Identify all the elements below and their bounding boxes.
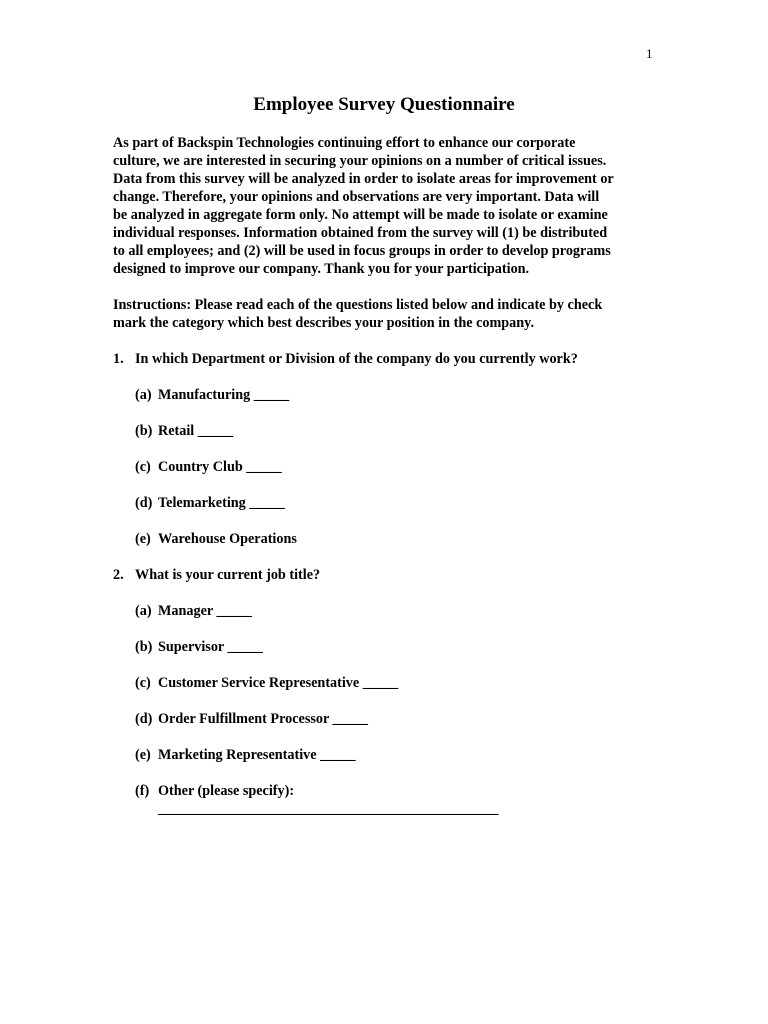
option-letter: (a) [135,387,152,403]
question-heading [113,350,658,368]
option-label: Manager _____ [158,603,252,619]
intro-line: designed to improve our company. Thank you for your participation. [113,261,530,277]
option-label: Retail _____ [158,423,234,439]
intro-paragraph [113,134,658,278]
option-country-club[interactable] [135,458,658,476]
option-manager[interactable] [135,602,658,620]
option-letter: (a) [135,603,152,619]
intro-line: to all employees; and (2) will be used in focus groups in order to develop programs [113,243,611,259]
instructions-line: mark the category which best describes your position in the company. [113,315,535,331]
option-letter: (d) [135,711,153,727]
option-letter: (d) [135,495,153,511]
question-text: What is your current job title? [135,567,321,583]
page-number: 1 [646,46,653,61]
option-letter: (f) [135,783,150,799]
option-label: Manufacturing _____ [158,387,290,403]
question-2 [113,566,658,818]
intro-line: Data from this survey will be analyzed in order to isolate areas for improvement or [113,171,614,187]
other-specify-blank[interactable]: ________________________________________________ [158,801,499,817]
option-supervisor[interactable] [135,638,658,656]
intro-line: culture, we are interested in securing your opinions on a number of critical issues. [113,153,607,169]
question-options [135,602,658,818]
option-letter: (c) [135,459,151,475]
option-manufacturing[interactable] [135,386,658,404]
option-label: Country Club _____ [158,459,282,475]
question-number: 1. [113,351,124,367]
option-label: Customer Service Representative _____ [158,675,399,691]
option-label: Marketing Representative _____ [158,747,356,763]
option-retail[interactable] [135,422,658,440]
option-label: Telemarketing _____ [158,495,285,511]
option-customer-service-representative[interactable] [135,674,658,692]
instructions-line: Instructions: Please read each of the questions listed below and indicate by check [113,297,603,313]
option-letter: (b) [135,423,153,439]
question-text: In which Department or Division of the company do you currently work? [135,351,578,367]
question-options [135,386,658,548]
option-telemarketing[interactable] [135,494,658,512]
question-number: 2. [113,567,124,583]
option-label: Order Fulfillment Processor _____ [158,711,369,727]
option-label: Other (please specify): [158,783,295,799]
option-letter: (b) [135,639,153,655]
option-label: Warehouse Operations [158,531,297,547]
intro-line: be analyzed in aggregate form only. No attempt will be made to isolate or examine [113,207,608,223]
instructions-paragraph [113,296,658,332]
option-letter: (e) [135,747,151,763]
option-marketing-representative[interactable] [135,746,658,764]
intro-line: As part of Backspin Technologies continuing effort to enhance our corporate [113,135,576,151]
option-warehouse-operations[interactable] [135,530,658,548]
intro-line: change. Therefore, your opinions and observations are very important. Data will [113,189,600,205]
question-heading [113,566,658,584]
option-order-fulfillment-processor[interactable] [135,710,658,728]
option-label: Supervisor _____ [158,639,263,655]
intro-line: individual responses. Information obtained from the survey will (1) be distributed [113,225,608,241]
document-body [113,134,658,818]
question-1 [113,350,658,548]
option-letter: (c) [135,675,151,691]
option-letter: (e) [135,531,151,547]
option-other[interactable] [135,782,658,800]
document-title: Employee Survey Questionnaire [253,94,515,115]
